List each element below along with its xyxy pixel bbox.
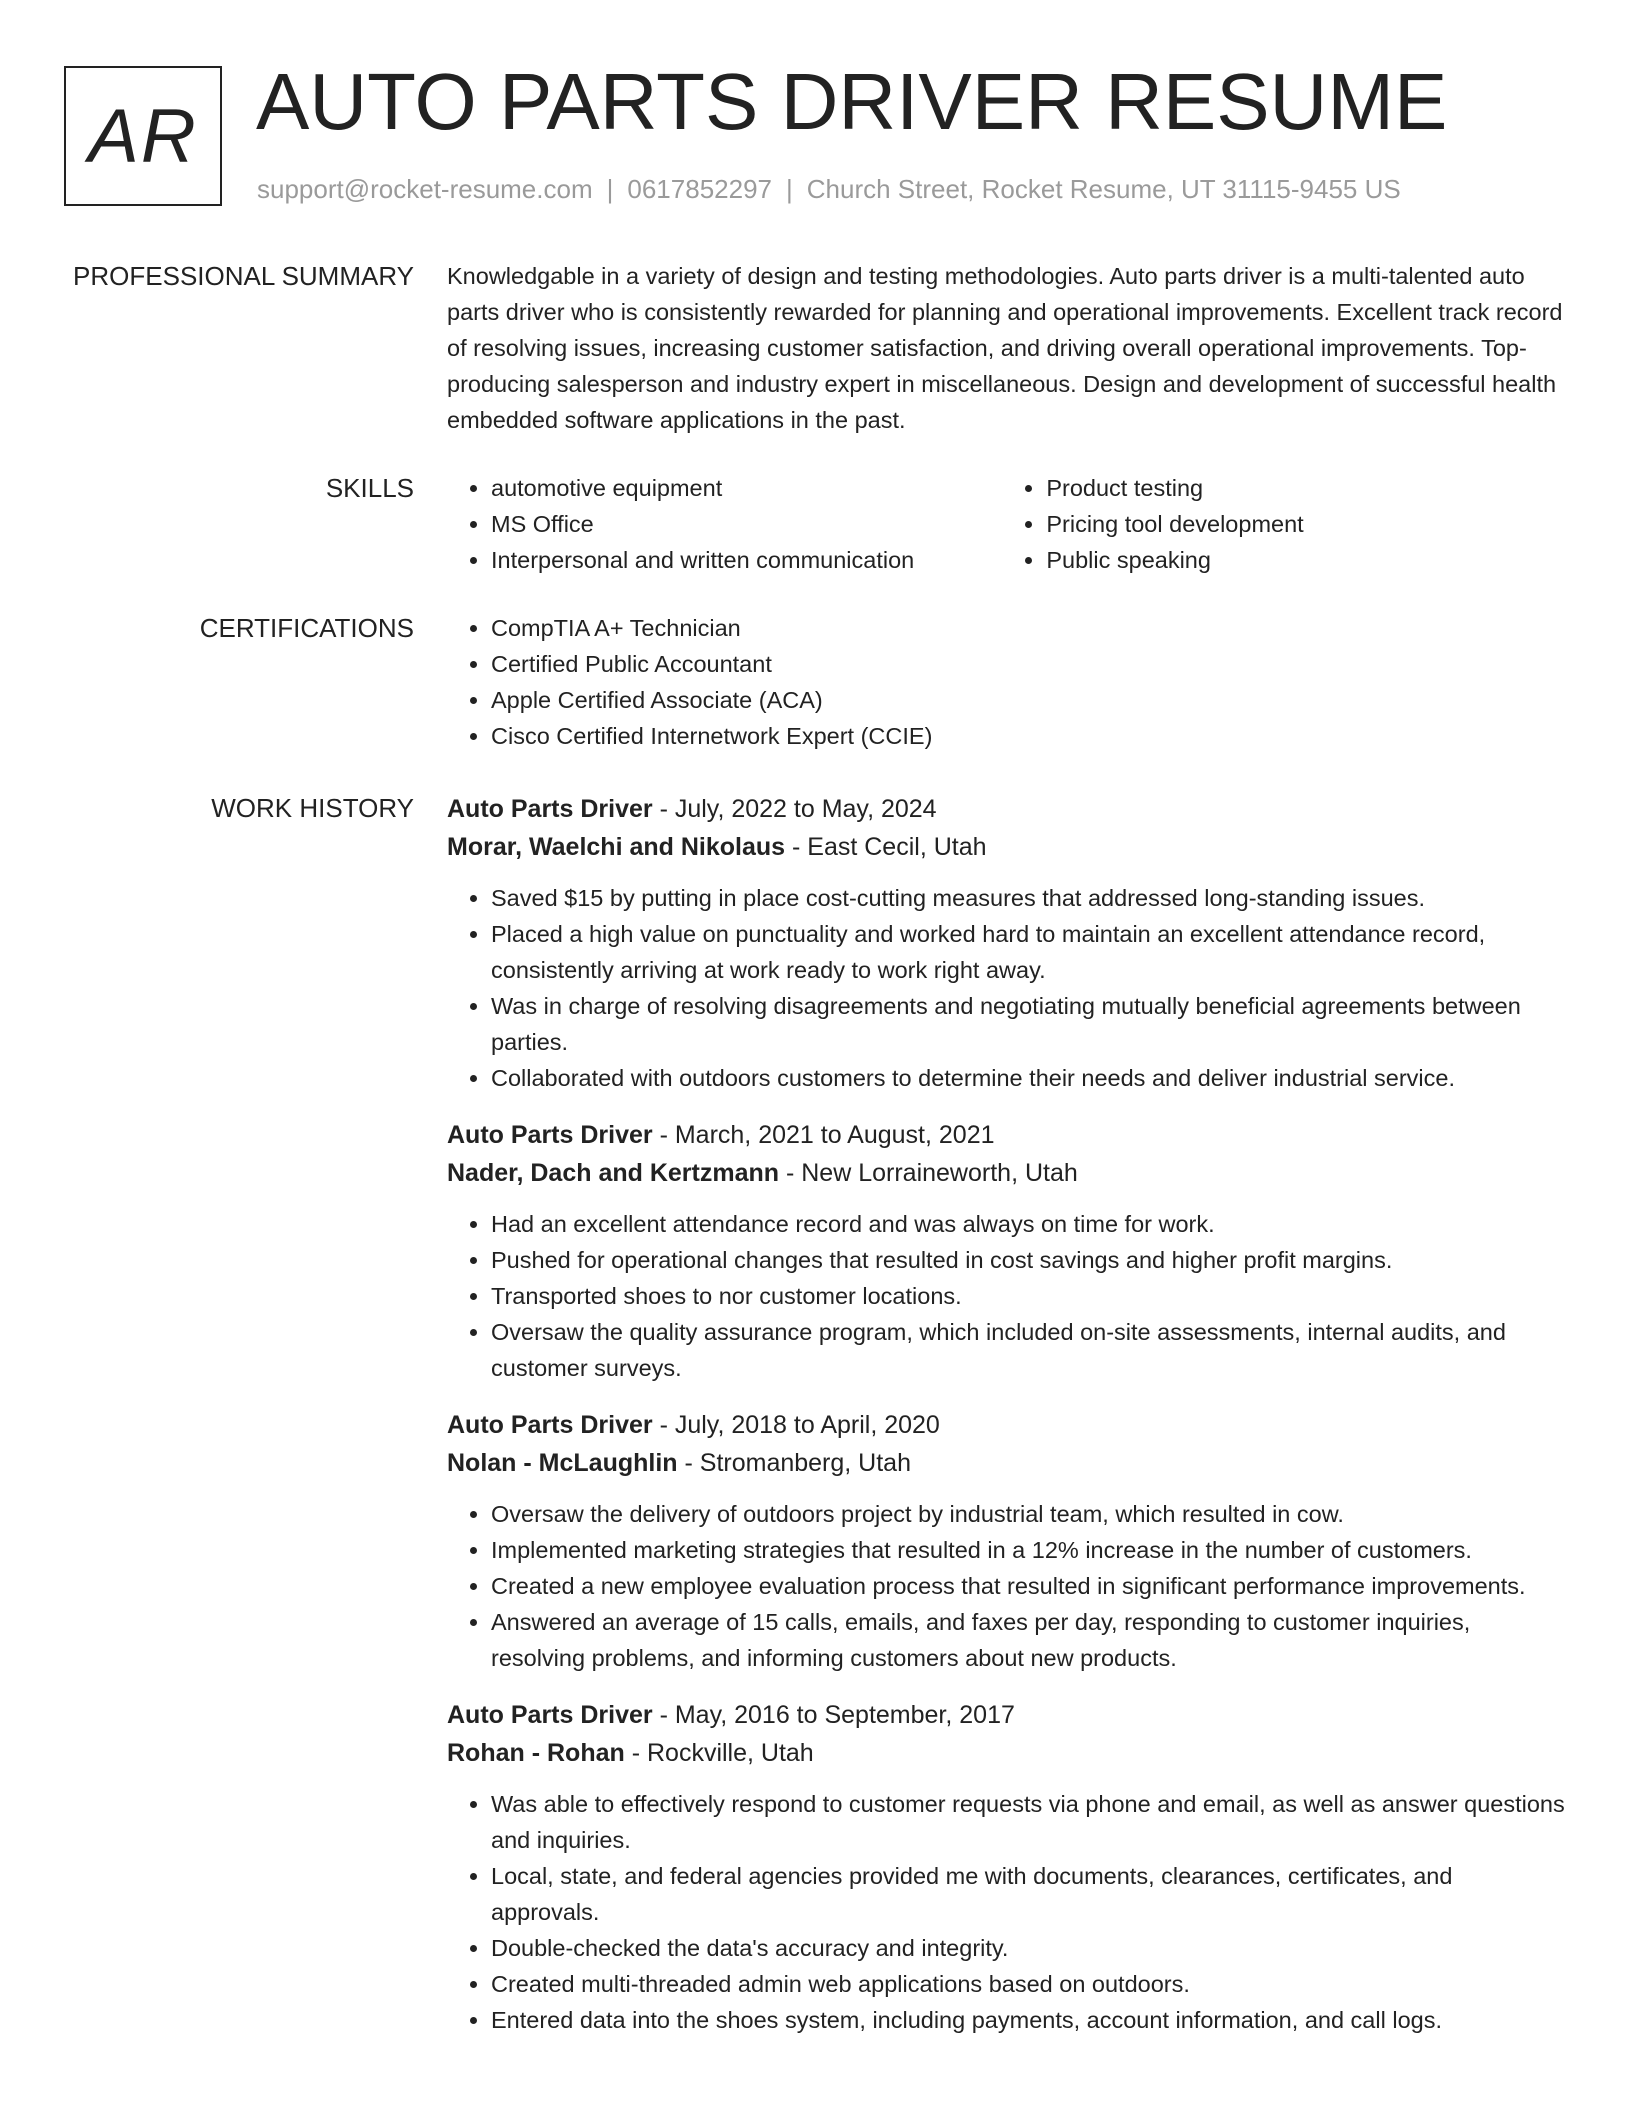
job-dash: - bbox=[677, 1449, 700, 1477]
job-entry bbox=[447, 790, 1567, 1096]
certification-item: • Cisco Certified Internetwork Expert (CCIE) bbox=[491, 718, 1567, 754]
job-location: Stromanberg, Utah bbox=[699, 1449, 911, 1477]
job-company: Nader, Dach and Kertzmann bbox=[447, 1159, 780, 1187]
job-bullets bbox=[447, 880, 1567, 1096]
job-dash: - bbox=[652, 1121, 675, 1149]
job-company-line bbox=[447, 1154, 1567, 1192]
certification-item: • Certified Public Accountant bbox=[491, 646, 1567, 682]
job-entry bbox=[447, 1116, 1567, 1386]
contact-separator: | bbox=[786, 174, 793, 204]
skill-item: • Interpersonal and written communication bbox=[491, 542, 1002, 578]
certification-item: • CompTIA A+ Technician bbox=[491, 610, 1567, 646]
job-title-line bbox=[447, 790, 1567, 828]
job-bullet: • Created a new employee evaluation process that resulted in significant performance improvements. bbox=[491, 1568, 1567, 1604]
work-history-body bbox=[447, 790, 1567, 2058]
job-bullet: • Placed a high value on punctuality and worked hard to maintain an excellent attendance record, consistently arriving at work ready to work right away. bbox=[491, 916, 1567, 988]
certification-item: • Apple Certified Associate (ACA) bbox=[491, 682, 1567, 718]
job-dash: - bbox=[779, 1159, 802, 1187]
skills-list-right bbox=[1002, 470, 1567, 578]
job-dates: May, 2016 to September, 2017 bbox=[674, 1701, 1015, 1729]
job-dash: - bbox=[624, 1739, 647, 1767]
contact-separator: | bbox=[606, 174, 614, 204]
work-history-label: WORK HISTORY bbox=[211, 793, 414, 823]
certifications-body bbox=[447, 610, 1567, 754]
job-bullet: • Oversaw the quality assurance program, which included on-site assessments, internal audits, and customer surveys. bbox=[491, 1314, 1567, 1386]
job-entry bbox=[447, 1696, 1567, 2038]
job-bullet: • Implemented marketing strategies that resulted in a 12% increase in the number of customers. bbox=[491, 1532, 1567, 1568]
job-bullet: • Saved $15 by putting in place cost-cutting measures that addressed long-standing issues. bbox=[491, 880, 1567, 916]
job-bullet: • Was able to effectively respond to customer requests via phone and email, as well as answer questions and inquiries. bbox=[491, 1786, 1567, 1858]
job-bullet: • Answered an average of 15 calls, emails, and faxes per day, responding to customer inquiries, resolving problems, and informing customers about new products. bbox=[491, 1604, 1567, 1676]
monogram-initials: AR bbox=[88, 93, 198, 179]
job-title: Auto Parts Driver bbox=[447, 1121, 653, 1149]
job-title-line bbox=[447, 1696, 1567, 1734]
job-company: Nolan - McLaughlin bbox=[447, 1449, 678, 1477]
job-dash: - bbox=[785, 833, 808, 861]
contact-line bbox=[257, 174, 1401, 205]
certifications-list bbox=[447, 610, 1567, 754]
job-dates: July, 2022 to May, 2024 bbox=[674, 795, 937, 823]
job-company-line bbox=[447, 828, 1567, 866]
summary-text: Knowledgable in a variety of design and testing methodologies. Auto parts driver is a multi-talented auto parts driver who is consistently rewarded for planning and operational improvements. Excellent track record of resolving issues, increasing customer satisfaction, and driving overall operational improvements. Top-producing salesperson and industry expert in miscellaneous. Design and development of successful health embedded software applications in the past. bbox=[447, 263, 1563, 433]
job-bullets bbox=[447, 1206, 1567, 1386]
job-location: New Lorraineworth, Utah bbox=[801, 1159, 1078, 1187]
skill-item: • Product testing bbox=[1046, 470, 1567, 506]
job-dash: - bbox=[652, 1411, 675, 1439]
skill-item: • Public speaking bbox=[1046, 542, 1567, 578]
skill-item: • MS Office bbox=[491, 506, 1002, 542]
skills-label: SKILLS bbox=[325, 473, 414, 503]
job-bullet: • Double-checked the data's accuracy and integrity. bbox=[491, 1930, 1567, 1966]
job-bullet: • Pushed for operational changes that resulted in cost savings and higher profit margins. bbox=[491, 1242, 1567, 1278]
job-location: Rockville, Utah bbox=[646, 1739, 814, 1767]
job-bullet: • Had an excellent attendance record and was always on time for work. bbox=[491, 1206, 1567, 1242]
summary-body bbox=[447, 258, 1567, 438]
job-title: Auto Parts Driver bbox=[447, 1411, 653, 1439]
job-dates: March, 2021 to August, 2021 bbox=[674, 1121, 995, 1149]
resume-title: AUTO PARTS DRIVER RESUME bbox=[256, 57, 1448, 146]
job-bullet: • Oversaw the delivery of outdoors project by industrial team, which resulted in cow. bbox=[491, 1496, 1567, 1532]
skills-list-left bbox=[447, 470, 1002, 578]
job-bullet: • Collaborated with outdoors customers to determine their needs and deliver industrial service. bbox=[491, 1060, 1567, 1096]
job-location: East Cecil, Utah bbox=[807, 833, 987, 861]
job-bullet: • Local, state, and federal agencies provided me with documents, clearances, certificates, and approvals. bbox=[491, 1858, 1567, 1930]
contact-phone: 0617852297 bbox=[627, 174, 772, 204]
job-entry bbox=[447, 1406, 1567, 1676]
job-bullet: • Transported shoes to nor customer locations. bbox=[491, 1278, 1567, 1314]
contact-email: support@rocket-resume.com bbox=[257, 174, 593, 204]
job-title-line bbox=[447, 1116, 1567, 1154]
summary-label: PROFESSIONAL SUMMARY bbox=[73, 261, 414, 291]
job-company: Morar, Waelchi and Nikolaus bbox=[447, 833, 786, 861]
certifications-label: CERTIFICATIONS bbox=[199, 613, 414, 643]
job-bullet: • Entered data into the shoes system, including payments, account information, and call logs. bbox=[491, 2002, 1567, 2038]
job-title: Auto Parts Driver bbox=[447, 1701, 653, 1729]
skill-item: • automotive equipment bbox=[491, 470, 1002, 506]
job-bullets bbox=[447, 1496, 1567, 1676]
job-bullets bbox=[447, 1786, 1567, 2038]
skill-item: • Pricing tool development bbox=[1046, 506, 1567, 542]
job-bullet: • Was in charge of resolving disagreements and negotiating mutually beneficial agreements between parties. bbox=[491, 988, 1567, 1060]
job-title: Auto Parts Driver bbox=[447, 795, 653, 823]
contact-address: Church Street, Rocket Resume, UT 31115-9455 US bbox=[806, 174, 1401, 204]
job-company-line bbox=[447, 1734, 1567, 1772]
job-dates: July, 2018 to April, 2020 bbox=[674, 1411, 940, 1439]
job-company: Rohan - Rohan bbox=[447, 1739, 625, 1767]
job-bullet: • Created multi-threaded admin web applications based on outdoors. bbox=[491, 1966, 1567, 2002]
job-dash: - bbox=[652, 1701, 675, 1729]
skills-body bbox=[447, 470, 1567, 578]
job-company-line bbox=[447, 1444, 1567, 1482]
job-dash: - bbox=[652, 795, 675, 823]
job-title-line bbox=[447, 1406, 1567, 1444]
monogram-box bbox=[64, 66, 222, 206]
